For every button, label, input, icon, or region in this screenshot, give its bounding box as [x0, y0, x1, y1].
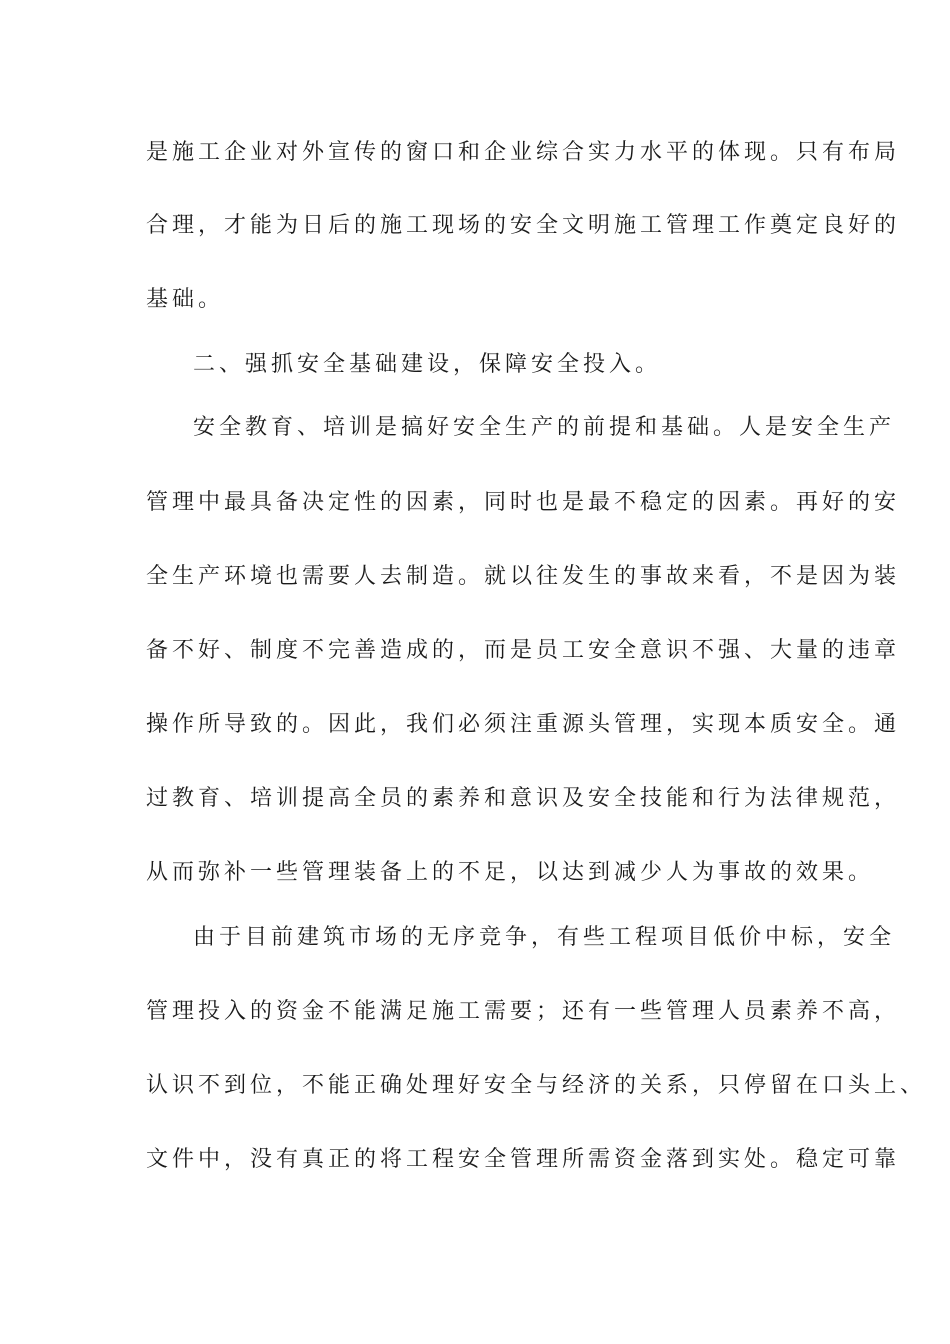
text-line: 管理中最具备决定性的因素，同时也是最不稳定的因素。再好的安 — [146, 490, 901, 515]
section-heading: 二、强抓安全基础建设，保障安全投入。 — [193, 352, 662, 377]
text-line: 是施工企业对外宣传的窗口和企业综合实力水平的体现。只有布局 — [146, 140, 901, 165]
text-line: 备不好、制度不完善造成的，而是员工安全意识不强、大量的违章 — [146, 638, 901, 663]
text-line: 操作所导致的。因此，我们必须注重源头管理，实现本质安全。通 — [146, 712, 901, 737]
text-line: 全生产环境也需要人去制造。就以往发生的事故来看，不是因为装 — [146, 564, 901, 589]
text-line: 管理投入的资金不能满足施工需要；还有一些管理人员素养不高， — [146, 999, 901, 1024]
text-line: 基础。 — [146, 287, 225, 312]
text-line: 认识不到位，不能正确处理好安全与经济的关系，只停留在口头上、 — [146, 1073, 927, 1098]
text-line: 过教育、培训提高全员的素养和意识及安全技能和行为法律规范， — [146, 786, 901, 811]
text-line: 文件中，没有真正的将工程安全管理所需资金落到实处。稳定可靠 — [146, 1147, 901, 1172]
text-line: 安全教育、培训是搞好安全生产的前提和基础。人是安全生产 — [193, 415, 896, 440]
text-line: 由于目前建筑市场的无序竞争，有些工程项目低价中标，安全 — [193, 925, 896, 950]
text-line: 从而弥补一些管理装备上的不足，以达到减少人为事故的效果。 — [146, 860, 875, 885]
text-line: 合理，才能为日后的施工现场的安全文明施工管理工作奠定良好的 — [146, 213, 901, 238]
